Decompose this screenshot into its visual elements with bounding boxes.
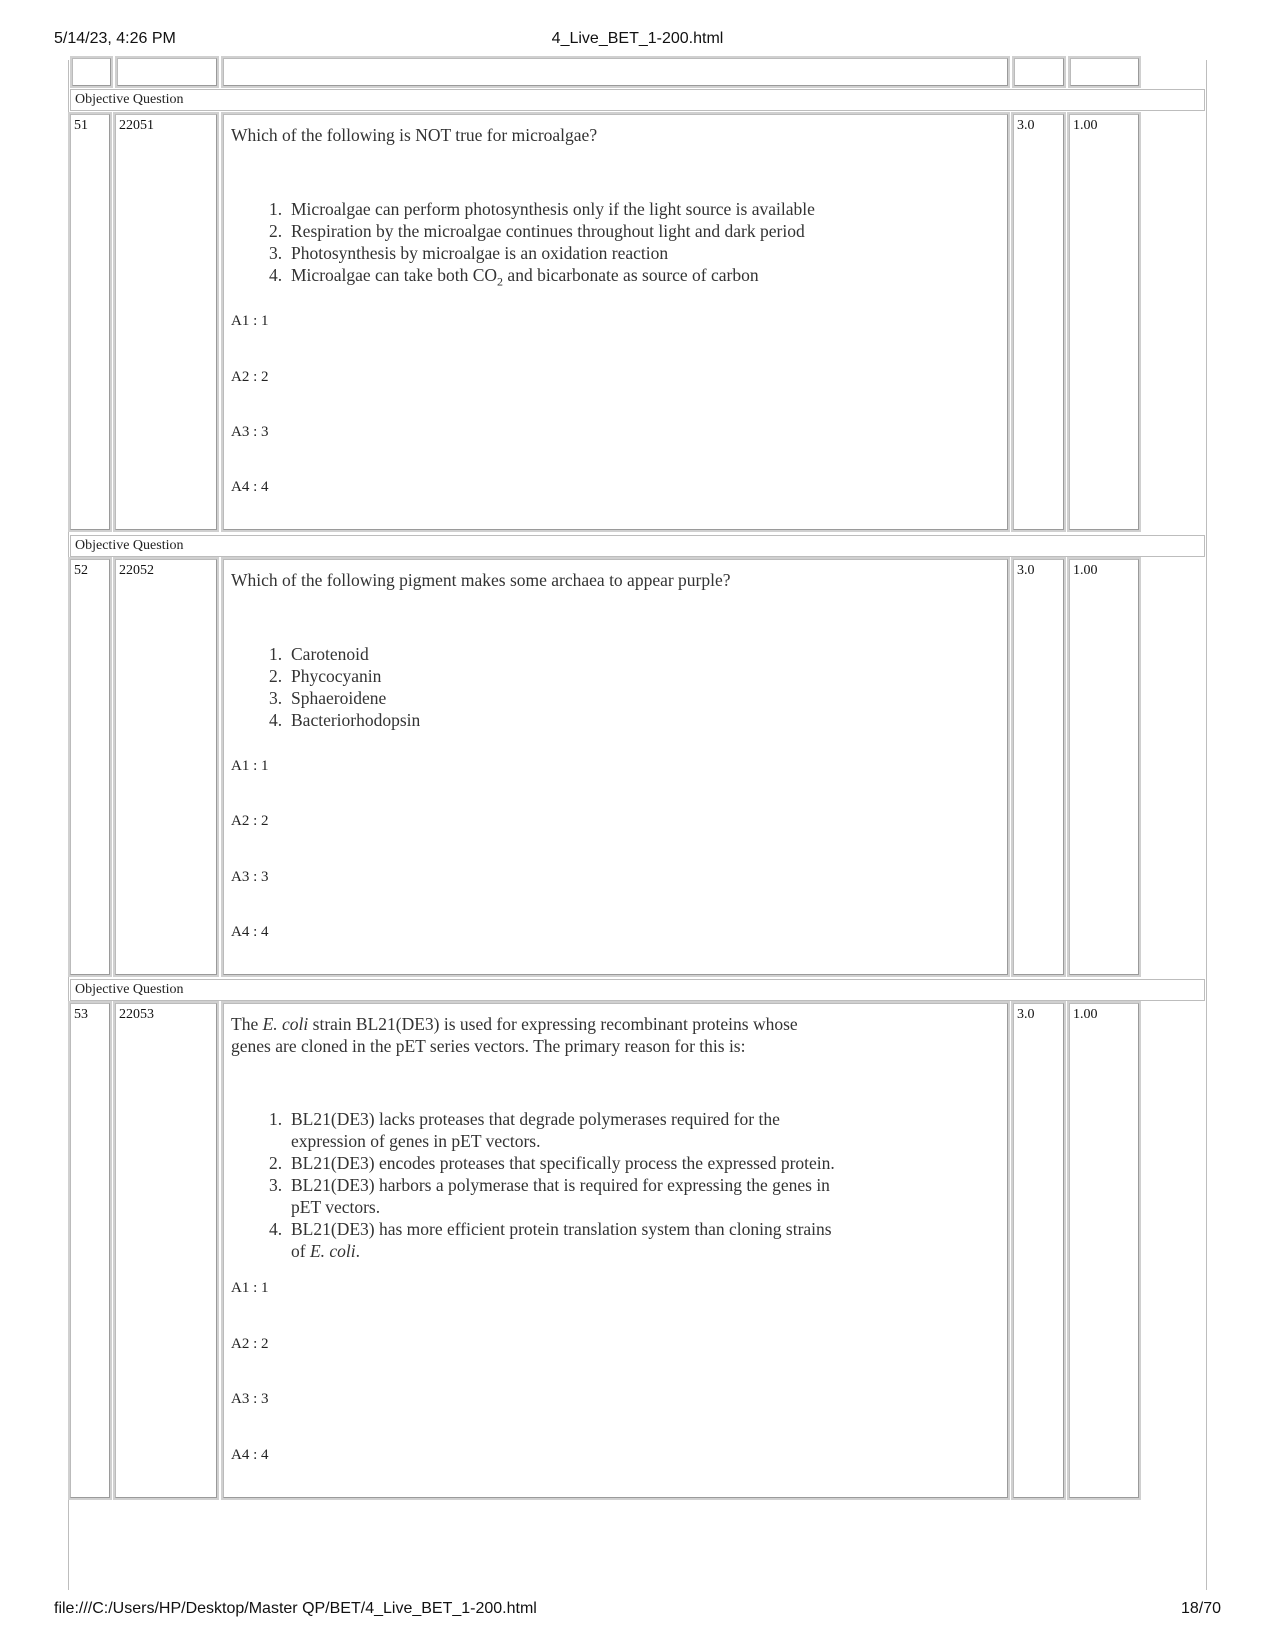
question-stem: The E. coli strain BL21(DE3) is used for expressing recombinant proteins whose genes are cloned in the pET series vectors. The primary reason for this is: (231, 1014, 798, 1056)
options-list (269, 1108, 849, 1262)
answer-option: A4 : 4 (231, 1447, 269, 1463)
answer-option: A3 : 3 (231, 424, 269, 440)
options-list (269, 643, 869, 731)
answer-option: A1 : 1 (231, 758, 269, 774)
marks-value: 3.0 (1011, 1001, 1066, 1500)
question-cell (221, 1001, 1010, 1500)
question-id: 22053 (113, 1001, 219, 1500)
question-cell (221, 557, 1010, 977)
question-stem: Which of the following pigment makes some archaea to appear purple? (231, 570, 731, 590)
serial-number: 53 (68, 1001, 112, 1500)
option-item: 1. BL21(DE3) lacks proteases that degrade polymerases required for the expression of genes in pET vectors. (269, 1109, 780, 1151)
answer-option: A1 : 1 (231, 313, 269, 329)
negative-marks-value: 1.00 (1067, 1001, 1141, 1500)
marks-value: 3.0 (1011, 557, 1066, 977)
answer-option: A3 : 3 (231, 869, 269, 885)
answer-option: A2 : 2 (231, 813, 269, 829)
page-number: 18/70 (1180, 1600, 1221, 1617)
serial-number: 52 (68, 557, 112, 977)
options-list (269, 198, 869, 293)
option-item: 1. Carotenoid (269, 644, 369, 664)
option-item: 4. BL21(DE3) has more efficient protein translation system than cloning strains of E. coli. (269, 1219, 832, 1261)
option-item: 2. Respiration by the microalgae continues throughout light and dark period (269, 221, 805, 241)
option-item: 3. Sphaeroidene (269, 688, 387, 708)
option-item: 2. Phycocyanin (269, 666, 382, 686)
print-title: 4_Live_BET_1-200.html (551, 30, 724, 47)
answer-option: A1 : 1 (231, 1280, 269, 1296)
print-datetime: 5/14/23, 4:26 PM (54, 30, 176, 47)
marks-value: 3.0 (1011, 112, 1066, 532)
option-item: 3. BL21(DE3) harbors a polymerase that is required for expressing the genes in pET vectors. (269, 1175, 830, 1217)
answer-option: A4 : 4 (231, 924, 269, 940)
question-stem: Which of the following is NOT true for microalgae? (231, 125, 598, 145)
option-item: 4. Bacteriorhodopsin (269, 710, 421, 730)
answer-option: A4 : 4 (231, 479, 269, 495)
option-item: 1. Microalgae can perform photosynthesis only if the light source is available (269, 199, 815, 219)
negative-marks-value: 1.00 (1067, 557, 1141, 977)
option-item: 2. BL21(DE3) encodes proteases that specifically process the expressed protein. (269, 1153, 835, 1173)
answer-option: A2 : 2 (231, 369, 269, 385)
section-label: Objective Question (70, 535, 1205, 557)
section-label: Objective Question (70, 89, 1205, 111)
prev-row-question-cell (221, 56, 1010, 88)
prev-row-negative-cell (1068, 56, 1141, 88)
prev-row-sno-cell (70, 56, 113, 88)
prev-row-qid-cell (115, 56, 219, 88)
question-id: 22052 (113, 557, 219, 977)
file-path: file:///C:/Users/HP/Desktop/Master QP/BET/4_Live_BET_1-200.html (54, 1600, 537, 1617)
option-item: 3. Photosynthesis by microalgae is an oxidation reaction (269, 243, 669, 263)
answer-option: A3 : 3 (231, 1391, 269, 1407)
question-id: 22051 (113, 112, 219, 532)
section-label: Objective Question (70, 979, 1205, 1001)
negative-marks-value: 1.00 (1067, 112, 1141, 532)
option-item: 4. Microalgae can take both $CO_2$ and bicarbonate as source of carbon (269, 265, 759, 289)
question-cell (221, 112, 1010, 532)
answer-option: A2 : 2 (231, 1336, 269, 1352)
prev-row-marks-cell (1012, 56, 1066, 88)
serial-number: 51 (68, 112, 112, 532)
